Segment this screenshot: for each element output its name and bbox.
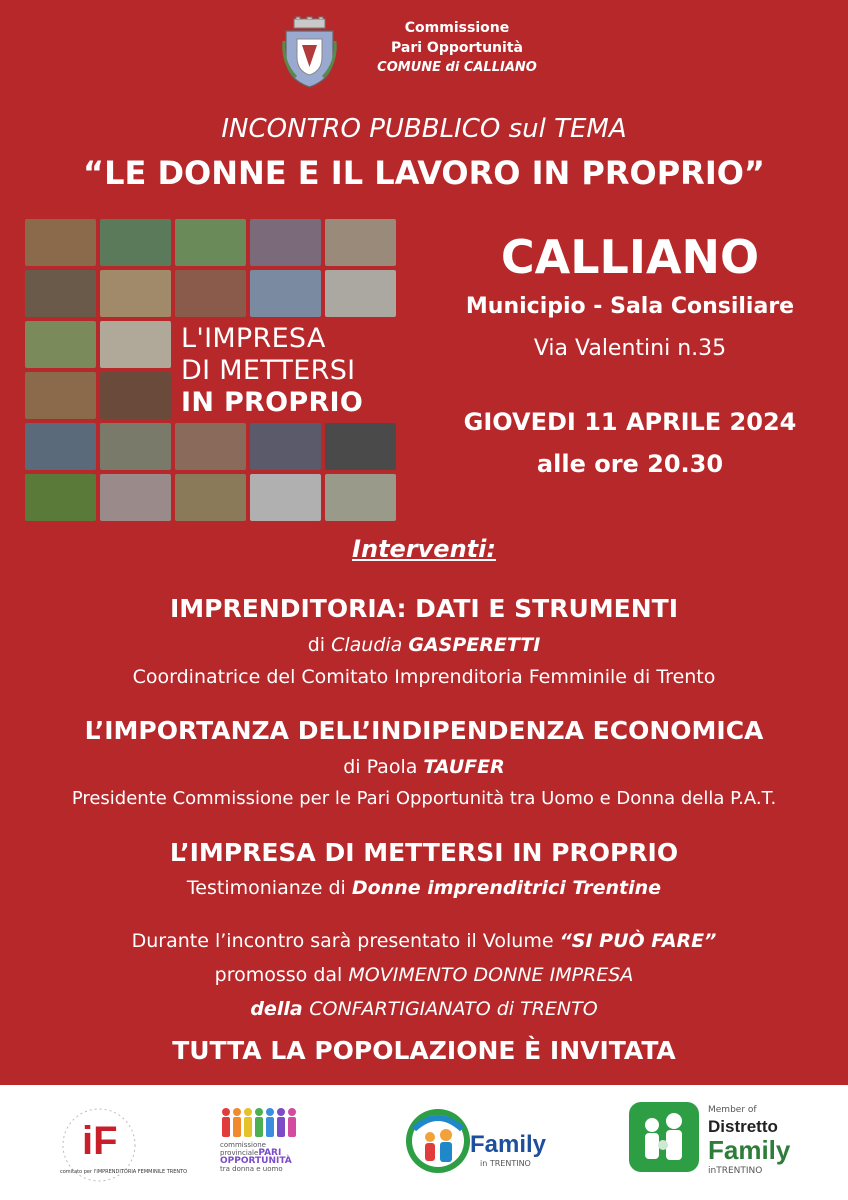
photo-tile (250, 270, 321, 317)
footer (0, 1085, 848, 1200)
talk-2-by: di Paola (343, 756, 424, 778)
photo-tile (250, 474, 321, 521)
photo-tile (100, 423, 171, 470)
pari-opportunita-logo (220, 1107, 302, 1177)
collage-line-2-text: DI METTERSI (181, 355, 356, 386)
commission-name (372, 18, 542, 78)
program-heading: Interventi: (352, 535, 496, 563)
pari-line-3: PARI (258, 1148, 282, 1158)
talk-1-by: di (307, 634, 332, 656)
event-date: GIOVEDI 11 APRILE 2024 (463, 408, 797, 436)
photo-tile (100, 474, 171, 521)
volume-title: “SI PUÒ FARE” (559, 930, 717, 952)
pari-text (220, 1141, 302, 1173)
pari-line-2: provinciale (220, 1149, 259, 1157)
confartigianato-line (0, 998, 848, 1020)
distretto-line-1: Distretto (708, 1117, 778, 1136)
collage-caption (177, 323, 397, 419)
photo-tile (175, 219, 246, 266)
photo-tile (25, 372, 96, 419)
promoted-line (0, 964, 848, 986)
if-ring-text: comitato per l'IMPRENDITORIA FEMMINILE TRENTO (60, 1169, 188, 1175)
volume-prefix: Durante l’incontro sarà presentato il Volume (131, 930, 560, 952)
collage-line-3: IN PROPRIO (181, 387, 364, 418)
promoted-by: MOVIMENTO DONNE IMPRESA (348, 964, 634, 986)
photo-tile (100, 270, 171, 317)
family-sub: in TRENTINO (480, 1159, 531, 1168)
family-word: Family (470, 1131, 547, 1158)
if-letters (82, 1119, 118, 1163)
talk-1-speaker (0, 634, 848, 656)
photo-tile (175, 270, 246, 317)
conf-name: CONFARTIGIANATO di TRENTO (309, 998, 598, 1020)
distretto-line-2: Family (708, 1135, 791, 1165)
talk-3-speaker-last: Donne imprenditrici Trentine (351, 877, 662, 899)
event-title: “LE DONNE E IL LAVORO IN PROPRIO” (83, 154, 765, 192)
talk-1-role: Coordinatrice del Comitato Imprenditoria Femminile di Trento (132, 666, 716, 688)
collage-line-2 (181, 355, 355, 386)
photo-tile (325, 219, 396, 266)
talk-1-speaker-last: GASPERETTI (408, 634, 541, 656)
photo-tile (325, 474, 396, 521)
photo-tile (100, 219, 171, 266)
photo-tile (100, 372, 171, 419)
photo-tile (25, 474, 96, 521)
photo-tile (175, 423, 246, 470)
talk-3-title: L’IMPRESA DI METTERSI IN PROPRIO (169, 838, 679, 867)
distretto-member: Member of (708, 1105, 757, 1115)
venue-place: Municipio - Sala Consiliare (465, 294, 795, 319)
family-in-trentino-logo (404, 1103, 554, 1183)
conf-della: della (250, 998, 310, 1020)
municipal-crest-icon (282, 17, 337, 89)
family-circle-icon (404, 1103, 474, 1177)
venue-address: Via Valentini n.35 (533, 336, 727, 361)
city: CALLIANO (500, 230, 760, 284)
pari-line-5: tra donna e uomo (220, 1165, 283, 1173)
talk-2-role: Presidente Commissione per le Pari Opportunità tra Uomo e Donna della P.A.T. (71, 788, 777, 809)
distretto-line-3: inTRENTINO (708, 1166, 763, 1176)
photo-tile (325, 270, 396, 317)
distretto-family-icon (628, 1101, 700, 1173)
photo-tile (25, 423, 96, 470)
talk-2-title: L’IMPORTANZA DELL’INDIPENDENZA ECONOMICA (84, 716, 764, 745)
volume-line (0, 930, 848, 952)
talk-1-title: IMPRENDITORIA: DATI E STRUMENTI (169, 594, 679, 623)
promoted-prefix: promosso dal (214, 964, 349, 986)
commission-line-1: Commissione (404, 20, 510, 36)
talk-3-speaker (0, 877, 848, 899)
photo-tile (175, 474, 246, 521)
photo-tile (25, 321, 96, 368)
photo-collage (25, 219, 397, 521)
photo-tile (325, 423, 396, 470)
talk-2-speaker-last: TAUFER (423, 756, 505, 778)
photo-tile (250, 219, 321, 266)
invitation: TUTTA LA POPOLAZIONE È INVITATA (172, 1036, 676, 1065)
talk-1-speaker-first: Claudia (331, 634, 409, 656)
people-figures-icon (220, 1107, 298, 1139)
if-letters-text: iF (82, 1119, 118, 1163)
photo-tile (250, 423, 321, 470)
if-logo (58, 1105, 188, 1185)
collage-line-1: L'IMPRESA (181, 323, 326, 354)
pari-line-4: OPPORTUNITÀ (220, 1156, 292, 1166)
pari-line-1: commissione (220, 1141, 266, 1149)
event-subtitle: INCONTRO PUBBLICO sul TEMA (221, 114, 627, 144)
photo-tile (100, 321, 171, 368)
photo-tile (25, 270, 96, 317)
commission-line-3: COMUNE di CALLIANO (377, 60, 537, 75)
commission-line-2: Pari Opportunità (391, 40, 523, 56)
event-time: alle ore 20.30 (536, 450, 724, 478)
talk-2-speaker (0, 756, 848, 778)
photo-tile (25, 219, 96, 266)
distretto-family-logo (628, 1101, 808, 1187)
talk-3-by: Testimonianze di (186, 877, 352, 899)
